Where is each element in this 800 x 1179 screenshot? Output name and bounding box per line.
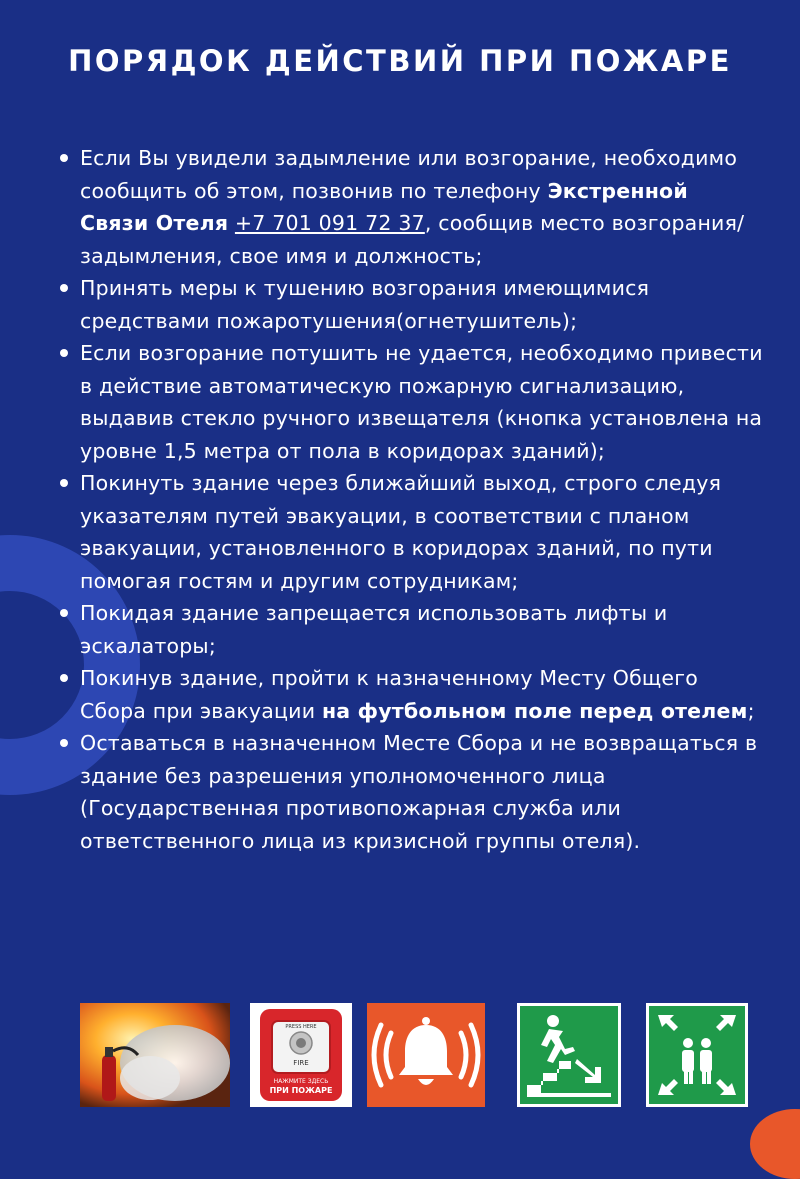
emergency-line-label: Экстренной Связи Отеля <box>80 178 688 235</box>
page-title: ПОРЯДОК ДЕЙСТВИЙ ПРИ ПОЖАРЕ <box>68 44 732 78</box>
alarm-bell-icon <box>367 1003 485 1107</box>
list-item: Покинуть здание через ближайший выход, строго следуя указателям путей эвакуации, в соответствии с планом эвакуации, установленного в коридорах зданий, по пути помогая гостям и другим сотрудникам; <box>58 467 763 597</box>
list-item: Если возгорание потушить не удается, необходимо привести в действие автоматическую пожарную сигнализацию, выдавив стекло ручного извещателя (кнопка установлена на уровне 1,5 метра от пола в коридорах зданий); <box>58 337 763 467</box>
assembly-location: на футбольном поле перед отелем <box>321 698 748 723</box>
emergency-exit-stairs-icon <box>517 1003 621 1107</box>
instructions-list <box>58 142 763 857</box>
list-item: Оставаться в назначенном Месте Сбора и не возвращаться в здание без разрешения уполномоченного лица (Государственная противопожарная служба или ответственного лица из кризисной группы отеля). <box>58 727 763 857</box>
fire-extinguisher-photo <box>80 1003 230 1107</box>
bullet-icon <box>60 674 68 682</box>
manual-fire-alarm-icon <box>250 1003 352 1107</box>
bullet-icon <box>60 609 68 617</box>
alarm-bottom-label-1: НАЖМИТЕ ЗДЕСЬ <box>273 1078 329 1085</box>
list-item: Покидая здание запрещается использовать лифты и эскалаторы; <box>58 597 763 662</box>
list-item: Принять меры к тушению возгорания имеющимися средствами пожаротушения(огнетушитель); <box>58 272 763 337</box>
assembly-point-icon <box>646 1003 748 1107</box>
alarm-center-label: FIRE <box>293 1059 309 1067</box>
alarm-bottom-label-2: ПРИ ПОЖАРЕ <box>269 1086 333 1095</box>
alarm-top-label: PRESS HERE <box>285 1024 317 1030</box>
bullet-icon <box>60 349 68 357</box>
phone-link[interactable]: +7 701 091 72 37 <box>234 211 425 235</box>
list-item: Если Вы увидели задымление или возгорание, необходимо сообщить об этом, позвонив по телефону Экстренной Связи Отеля +7 701 091 72 37, сообщив место возгорания/задымления, свое имя и должность; <box>58 142 763 272</box>
bullet-icon <box>60 479 68 487</box>
bullet-icon <box>60 739 68 747</box>
list-item: Покинув здание, пройти к назначенному Месту Общего Сбора при эвакуации на футбольном поле перед отелем; <box>58 662 763 727</box>
bullet-icon <box>60 284 68 292</box>
corner-decoration <box>750 1109 800 1179</box>
bullet-icon <box>60 154 68 162</box>
icon-strip <box>80 1003 748 1107</box>
